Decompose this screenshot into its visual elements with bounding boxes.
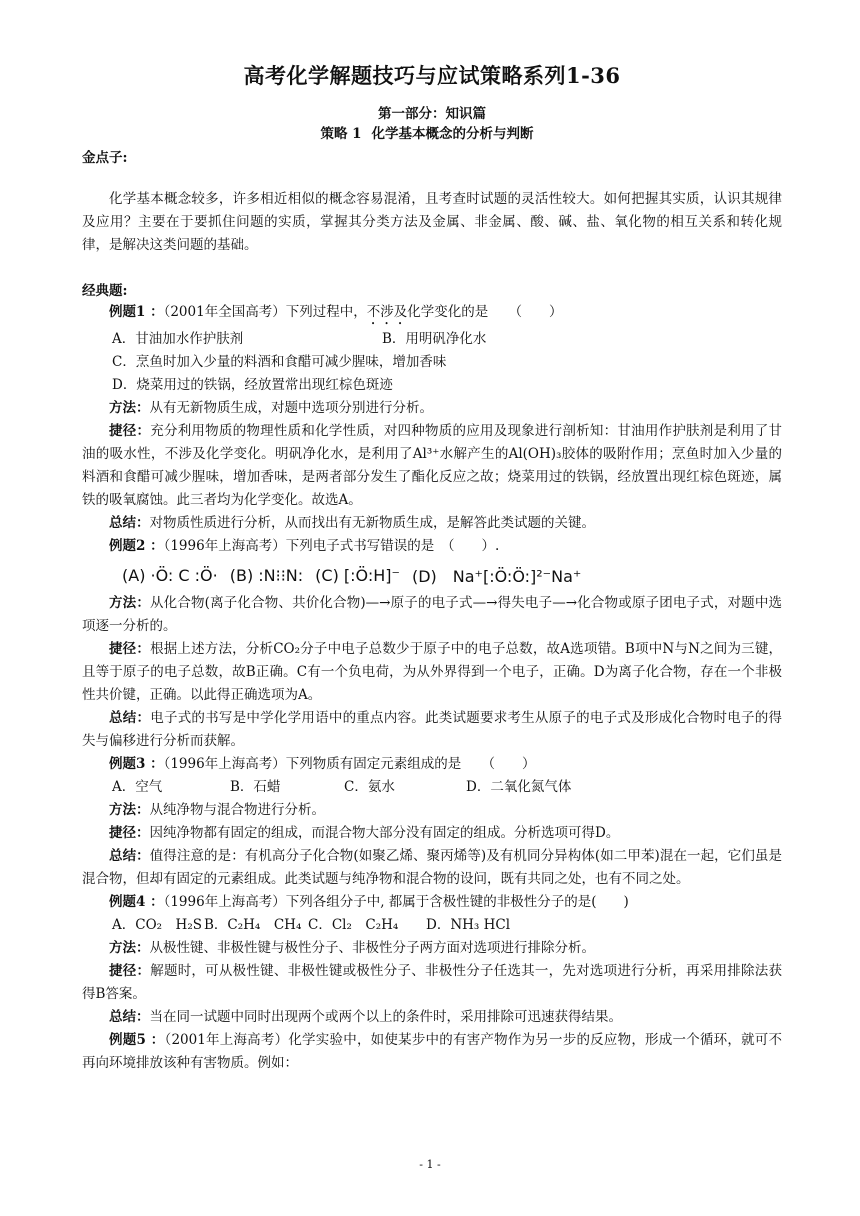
golden-heading: 金点子:	[82, 150, 128, 166]
example-3-path: 因纯净物都有固定的组成，而混合物大部分没有固定的组成。分析选项可得D。	[149, 825, 620, 841]
option-a: A．CO₂ H₂S	[112, 917, 202, 933]
example-4-options	[82, 914, 782, 937]
example-3-options	[82, 776, 782, 799]
document-title: 高考化学解题技巧与应试策略系列1-36	[243, 63, 621, 88]
path-label: 捷径：	[109, 641, 151, 657]
part-heading: 第一部分：知识篇	[378, 106, 486, 122]
option-d: D．二氧化氮气体	[466, 779, 572, 795]
example-1-options-ab	[82, 328, 782, 351]
example-1-text-end: 化学变化的是 （ ）	[407, 304, 563, 320]
path-label: 捷径：	[109, 963, 151, 979]
formula-a: (A) ·Ö: C :Ö·	[122, 565, 218, 585]
strategy-title: 化学基本概念的分析与判断	[371, 126, 534, 142]
example-1-summary: 对物质性质进行分析，从而找出有无新物质生成，是解答此类试题的关键。	[149, 515, 595, 531]
example-4-question	[82, 891, 782, 914]
example-3-question	[82, 753, 782, 776]
strategy-heading	[82, 124, 782, 144]
example-2-question	[82, 535, 782, 558]
option-c: C．氨水	[344, 779, 395, 795]
example-5-text: （2001年上海高考）化学实验中，如使某步中的有害产物作为另一步的反应物，形成一个循环，就可不再向环境排放该种有害物质。例如：	[82, 1032, 783, 1071]
option-a: A．空气	[112, 779, 163, 795]
option-d: D．烧菜用过的铁锅，经放置常出现红棕色斑迹	[112, 377, 393, 393]
golden-paragraph: 化学基本概念较多，许多相近相似的概念容易混淆，且考查时试题的灵活性较大。如何把握其实质，认识其规律及应用？主要在于要抓住问题的实质，掌握其分类方法及金属、非金属、酸、碱、盐、氧化物的相互关系和转化规律，是解决这类问题的基础。	[82, 191, 782, 253]
example-4-label: 例题4 ：	[109, 894, 164, 910]
method-label: 方法：	[109, 940, 150, 956]
classic-heading: 经典题:	[82, 283, 128, 299]
example-3-method: 从纯净物与混合物进行分析。	[149, 802, 325, 818]
option-b: B．石蜡	[230, 779, 281, 795]
example-1-question	[82, 301, 782, 328]
summary-label: 总结：	[109, 1009, 150, 1025]
example-4-method: 从极性键、非极性键与极性分子、非极性分子两方面对选项进行排除分析。	[149, 940, 595, 956]
option-b: B．用明矾净化水	[382, 331, 487, 347]
electron-formula-options	[82, 558, 782, 592]
example-1-emphasis: 不涉及	[366, 304, 408, 320]
example-5-label: 例题5 ：	[109, 1032, 165, 1048]
option-c: C．烹鱼时加入少量的料酒和食醋可减少腥味，增加香味	[112, 354, 447, 370]
example-3-label: 例题3 ：	[109, 756, 164, 772]
example-1-method: 从有无新物质生成，对题中选项分别进行分析。	[149, 400, 433, 416]
summary-label: 总结：	[109, 515, 150, 531]
example-2-path: 根据上述方法，分析CO₂分子中电子总数少于原子中的电子总数，故A选项错。B项中N与N之间为三键，且等于原子的电子总数，故B正确。C有一个负电荷，为从外界得到一个电子，正确。D为离子化合物，存在一个非极性共价键，正确。以此得正确选项为A。	[82, 641, 782, 703]
example-4-path: 解题时，可从极性键、非极性键或极性分子、非极性分子任选其一，先对选项进行分析，再采用排除法获得B答案。	[82, 963, 782, 1002]
method-label: 方法：	[109, 400, 150, 416]
summary-label: 总结：	[109, 710, 151, 726]
example-1-path: 充分利用物质的物理性质和化学性质，对四种物质的应用及现象进行剖析知：甘油用作护肤剂是利用了甘油的吸水性，不涉及化学变化。明矾净化水，是利用了Al³⁺水解产生的Al(OH)₃胶体的吸附作用；烹鱼时加入少量的料酒和食醋可减少腥味，增加香味，是两者部分发生了酯化反应之故；烧菜用过的铁锅，经放置出现红棕色斑迹，属铁的吸氧腐蚀。此三者均为化学变化。故选A。	[82, 423, 782, 508]
example-1-label: 例题1 ：	[109, 304, 164, 320]
formula-b: (B) :N⁝⁝N:	[229, 565, 304, 585]
path-label: 捷径：	[109, 825, 150, 841]
method-label: 方法：	[109, 595, 150, 611]
option-c: C．Cl₂ C₂H₄	[308, 917, 399, 933]
option-d: D．NH₃ HCl	[426, 917, 511, 933]
formula-d: (D) Na⁺[:Ö:Ö:]²⁻Na⁺	[411, 566, 582, 586]
option-b: B．C₂H₄ CH₄	[204, 917, 302, 933]
page-number: - 1 -	[419, 1158, 441, 1171]
example-2-method: 从化合物(离子化合物、共价化合物)—→原子的电子式—→得失电子—→化合物或原子团电子式，对题中选项逐一分析的。	[82, 595, 783, 634]
example-2-label: 例题2 ：	[109, 538, 164, 554]
example-3-text: （1996年上海高考）下列物质有固定元素组成的是 （ ）	[163, 756, 536, 772]
example-1-text: （2001年全国高考）下列过程中，	[163, 304, 367, 320]
example-2-summary: 电子式的书写是中学化学用语中的重点内容。此类试题要求考生从原子的电子式及形成化合物时电子的得失与偏移进行分析而获解。	[82, 710, 782, 749]
strategy-number: 策略 1	[320, 126, 362, 142]
path-label: 捷径：	[109, 423, 151, 439]
example-3-summary: 值得注意的是：有机高分子化合物(如聚乙烯、聚丙烯等)及有机同分异构体(如二甲苯)混在一起，它们虽是混合物，但却有固定的元素组成。此类试题与纯净物和混合物的设问，既有共同之处，也有不同之处。	[82, 848, 782, 887]
document-page	[82, 60, 782, 1075]
example-2-text: （1996年上海高考）下列电子式书写错误的是 （ ）.	[163, 538, 500, 554]
example-4-text: （1996年上海高考）下列各组分子中, 都属于含极性键的非极性分子的是( )	[163, 894, 629, 910]
option-a: A．甘油加水作护肤剂	[112, 331, 244, 347]
summary-label: 总结：	[109, 848, 150, 864]
example-4-summary: 当在同一试题中同时出现两个或两个以上的条件时，采用排除可迅速获得结果。	[149, 1009, 622, 1025]
formula-c: (C) [:Ö:H]⁻	[315, 565, 400, 585]
method-label: 方法：	[109, 802, 150, 818]
